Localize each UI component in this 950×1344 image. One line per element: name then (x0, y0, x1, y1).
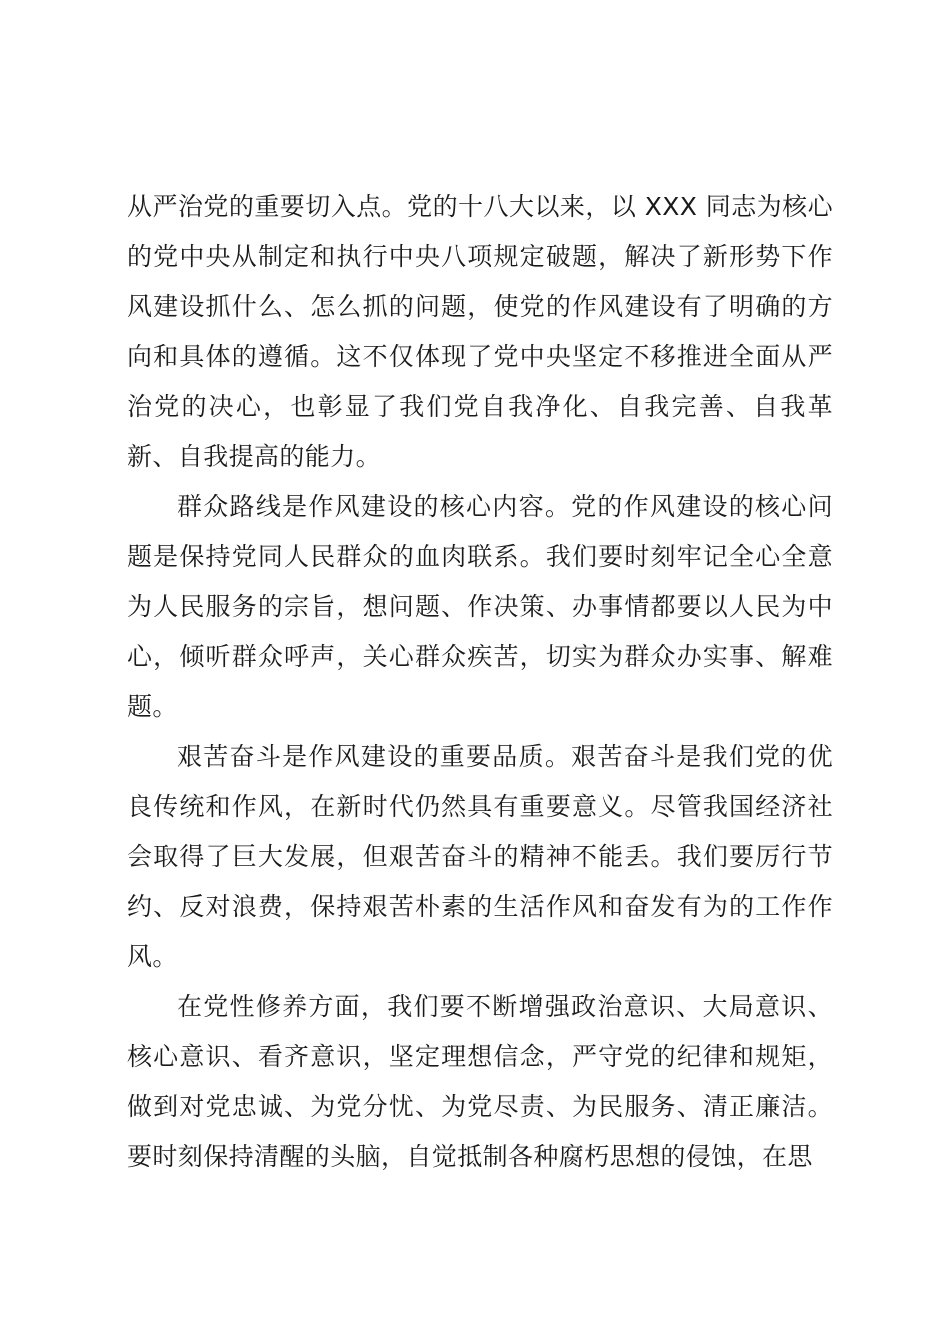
paragraph-2: 群众路线是作风建设的核心内容。党的作风建设的核心问题是保持党同人民群众的血肉联系。我们要时刻牢记全心全意为人民服务的宗旨，想问题、作决策、办事情都要以人民为中心，倾听群众呼声，关心群众疾苦，切实为群众办实事、解难题。 (127, 492, 833, 721)
document-body (127, 182, 833, 1182)
paragraph-3: 艰苦奋斗是作风建设的重要品质。艰苦奋斗是我们党的优良传统和作风，在新时代仍然具有重要意义。尽管我国经济社会取得了巨大发展，但艰苦奋斗的精神不能丢。我们要厉行节约、反对浪费，保持艰苦朴素的生活作风和奋发有为的工作作风。 (127, 742, 833, 971)
paragraph-4: 在党性修养方面，我们要不断增强政治意识、大局意识、核心意识、看齐意识，坚定理想信念，严守党的纪律和规矩，做到对党忠诚、为党分忧、为党尽责、为民服务、清正廉洁。要时刻保持清醒的头脑，自觉抵制各种腐朽思想的侵蚀，在思 (127, 992, 833, 1171)
paragraph-1: 从严治党的重要切入点。党的十八大以来，以 XXX 同志为核心的党中央从制定和执行中央八项规定破题，解决了新形势下作风建设抓什么、怎么抓的问题，使党的作风建设有了明确的方向和具体的遵循。这不仅体现了党中央坚定不移推进全面从严治党的决心，也彰显了我们党自我净化、自我完善、自我革新、自我提高的能力。 (127, 192, 833, 471)
